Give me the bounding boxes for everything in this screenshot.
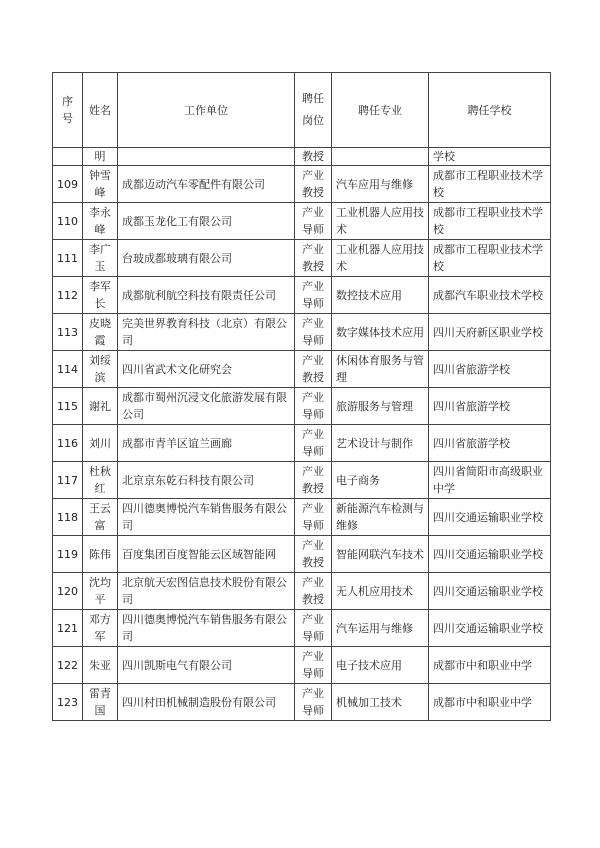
cell-name: 沈均平: [83, 573, 118, 610]
cell-no: 116: [53, 425, 83, 462]
cell-no: 111: [53, 240, 83, 277]
table-row: [53, 647, 551, 684]
cell-major: 电子技术应用: [332, 647, 429, 684]
cell-major: 汽车运用与维修: [332, 610, 429, 647]
cell-major: 数控技术应用: [332, 277, 429, 314]
cell-major: 电子商务: [332, 462, 429, 499]
cell-no: 112: [53, 277, 83, 314]
header-position-line1: 聘任: [302, 92, 324, 105]
table-row: [53, 351, 551, 388]
cell-name: 钟雪峰: [83, 166, 118, 203]
cell-unit: 四川村田机械制造股份有限公司: [118, 684, 295, 721]
header-unit: 工作单位: [118, 73, 295, 148]
cell-name: 雷青国: [83, 684, 118, 721]
cell-unit: 完美世界教育科技（北京）有限公司: [118, 314, 295, 351]
header-no: 序号: [53, 73, 83, 148]
cell-name: 刘绥滨: [83, 351, 118, 388]
cell-major: 休闲体育服务与管理: [332, 351, 429, 388]
cell-school: 四川交通运输职业学校: [429, 536, 551, 573]
cell-major: 机械加工技术: [332, 684, 429, 721]
cell-school: 成都市工程职业技术学校: [429, 240, 551, 277]
cell-position: 产业教授: [295, 351, 332, 388]
cell-no: 115: [53, 388, 83, 425]
table-row: [53, 425, 551, 462]
cell-unit: 四川省武术文化研究会: [118, 351, 295, 388]
cell-no: 118: [53, 499, 83, 536]
cell-position: 产业导师: [295, 425, 332, 462]
cell-unit: 四川凯斯电气有限公司: [118, 647, 295, 684]
table-row: [53, 462, 551, 499]
cell-name: 邓方军: [83, 610, 118, 647]
cell-school: 四川交通运输职业学校: [429, 499, 551, 536]
cell-school: 四川交通运输职业学校: [429, 610, 551, 647]
cell-name: 朱亚: [83, 647, 118, 684]
cell-major: [332, 148, 429, 166]
cell-position: 产业教授: [295, 166, 332, 203]
cell-no: 122: [53, 647, 83, 684]
table-row: [53, 240, 551, 277]
cell-major: 艺术设计与制作: [332, 425, 429, 462]
cell-position: 产业导师: [295, 277, 332, 314]
cell-position: 产业导师: [295, 684, 332, 721]
table-row: [53, 536, 551, 573]
cell-unit: 四川德奥博悦汽车销售服务有限公司: [118, 610, 295, 647]
table-row: [53, 314, 551, 351]
cell-position: 产业导师: [295, 647, 332, 684]
table-row: [53, 166, 551, 203]
cell-no: 121: [53, 610, 83, 647]
cell-unit: 成都迈动汽车零配件有限公司: [118, 166, 295, 203]
cell-position: 产业教授: [295, 573, 332, 610]
cell-name: 李永峰: [83, 203, 118, 240]
cell-position: 产业教授: [295, 462, 332, 499]
header-name: 姓名: [83, 73, 118, 148]
cell-school: 成都汽车职业技术学校: [429, 277, 551, 314]
cell-school: 成都市工程职业技术学校: [429, 203, 551, 240]
cell-name: 明: [83, 148, 118, 166]
cell-position: 产业教授: [295, 536, 332, 573]
continuation-row: [53, 148, 551, 166]
cell-no: 123: [53, 684, 83, 721]
cell-major: 工业机器人应用技术: [332, 240, 429, 277]
cell-unit: 成都市青羊区谊兰画廊: [118, 425, 295, 462]
cell-name: 杜秋红: [83, 462, 118, 499]
appointment-table: [52, 72, 551, 721]
table-row: [53, 388, 551, 425]
cell-major: 无人机应用技术: [332, 573, 429, 610]
cell-school: 学校: [429, 148, 551, 166]
cell-no: 110: [53, 203, 83, 240]
header-position-line2: 岗位: [302, 114, 324, 127]
table-row: [53, 277, 551, 314]
table-row: [53, 610, 551, 647]
cell-position: 产业导师: [295, 499, 332, 536]
cell-major: 数字媒体技术应用: [332, 314, 429, 351]
cell-no: 114: [53, 351, 83, 388]
cell-school: 成都市中和职业中学: [429, 647, 551, 684]
cell-position: 产业教授: [295, 240, 332, 277]
cell-unit: [118, 148, 295, 166]
table-row: [53, 573, 551, 610]
cell-name: 谢礼: [83, 388, 118, 425]
cell-major: 智能网联汽车技术: [332, 536, 429, 573]
cell-unit: 台玻成都玻璃有限公司: [118, 240, 295, 277]
cell-name: 陈伟: [83, 536, 118, 573]
cell-school: 成都市中和职业中学: [429, 684, 551, 721]
header-position: [295, 73, 332, 148]
cell-position: 教授: [295, 148, 332, 166]
cell-name: 皮晓霞: [83, 314, 118, 351]
cell-unit: 四川德奥博悦汽车销售服务有限公司: [118, 499, 295, 536]
cell-no: 119: [53, 536, 83, 573]
cell-unit: 成都玉龙化工有限公司: [118, 203, 295, 240]
cell-unit: 成都航利航空科技有限责任公司: [118, 277, 295, 314]
cell-unit: 成都市蜀州沉浸文化旅游发展有限公司: [118, 388, 295, 425]
cell-name: 李军长: [83, 277, 118, 314]
cell-no: 113: [53, 314, 83, 351]
cell-school: 四川省旅游学校: [429, 351, 551, 388]
cell-position: 产业导师: [295, 203, 332, 240]
cell-unit: 北京航天宏图信息技术股份有限公司: [118, 573, 295, 610]
table-row: [53, 499, 551, 536]
header-row: [53, 73, 551, 148]
cell-school: 四川天府新区职业学校: [429, 314, 551, 351]
cell-school: 四川省旅游学校: [429, 388, 551, 425]
cell-unit: 北京京东乾石科技有限公司: [118, 462, 295, 499]
cell-major: 新能源汽车检测与维修: [332, 499, 429, 536]
cell-no: 117: [53, 462, 83, 499]
cell-position: 产业导师: [295, 314, 332, 351]
cell-name: 刘川: [83, 425, 118, 462]
cell-unit: 百度集团百度智能云区域智能网: [118, 536, 295, 573]
header-major: 聘任专业: [332, 73, 429, 148]
cell-major: 旅游服务与管理: [332, 388, 429, 425]
cell-position: 产业导师: [295, 610, 332, 647]
cell-school: 四川交通运输职业学校: [429, 573, 551, 610]
cell-no: 109: [53, 166, 83, 203]
cell-school: 成都市工程职业技术学校: [429, 166, 551, 203]
cell-no: [53, 148, 83, 166]
cell-name: 李广玉: [83, 240, 118, 277]
cell-no: 120: [53, 573, 83, 610]
table-row: [53, 684, 551, 721]
header-school: 聘任学校: [429, 73, 551, 148]
cell-position: 产业导师: [295, 388, 332, 425]
cell-school: 四川省简阳市高级职业中学: [429, 462, 551, 499]
cell-school: 四川省旅游学校: [429, 425, 551, 462]
cell-major: 汽车应用与维修: [332, 166, 429, 203]
cell-major: 工业机器人应用技术: [332, 203, 429, 240]
table-row: [53, 203, 551, 240]
table-body: [53, 148, 551, 721]
cell-name: 王云富: [83, 499, 118, 536]
